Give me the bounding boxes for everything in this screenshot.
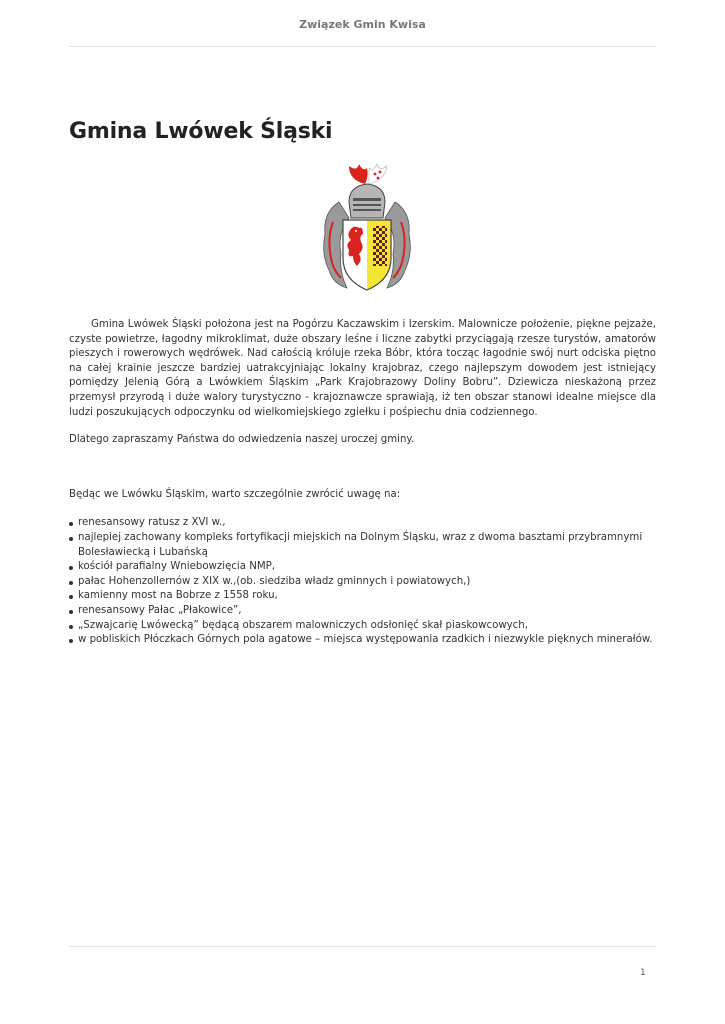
list-lead-paragraph: Będąc we Lwówku Śląskim, warto szczególnie zwrócić uwagę na: [69, 488, 401, 500]
site-header: Związek Gmin Kwisa [299, 18, 426, 31]
list-item: renesansowy ratusz z XVI w., [69, 516, 656, 531]
list-item: w pobliskich Płóczkach Górnych pola agatowe – miejsca występowania rzadkich i niezwykle pięknych minerałów. [69, 633, 656, 648]
invitation-paragraph: Dlatego zapraszamy Państwa do odwiedzenia naszej uroczej gminy. [69, 434, 415, 446]
page-title: Gmina Lwówek Śląski [69, 119, 333, 144]
list-item: renesansowy Pałac „Płakowice”, [69, 604, 656, 619]
footer-divider [69, 946, 656, 947]
list-item: kamienny most na Bobrze z 1558 roku, [69, 589, 656, 604]
attractions-list [69, 516, 656, 647]
article-body [69, 318, 656, 648]
header-divider [69, 46, 656, 47]
list-item: „Szwajcarię Lwówecką” będącą obszarem malowniczych odsłonięć skał piaskowcowych, [69, 619, 656, 634]
intro-paragraph: Gmina Lwówek Śląski położona jest na Pogórzu Kaczawskim i Izerskim. Malownicze położenie, piękne pejzaże, czyste powietrze, łagodny mikroklimat, duże obszary leśne i liczne zabytki przyciągają rzesze turystów, amatorów pieszych i rowerowych wędrówek. Nad całością króluje rzeka Bóbr, która tocząc łagodnie swój nurt odciska piętno na całej krainie jeszcze bardziej uatrakcyjniając lokalny krajobraz, czego najlepszym dowodem jest istniejący pomiędzy Jelenią Górą a Lwówkiem Śląskim „Park Krajobrazowy Doliny Bobru”. Dziewicza nieskażoną przez przemysł przyrodą i duże walory turystyczno - krajoznawcze sprawiają, iż ten obszar stanowi idealne miejsce dla ludzi poszukujących odpoczynku od wielkomiejskiego zgiełku i pośpiechu dnia codziennego. [69, 319, 656, 418]
coat-of-arms-image [319, 162, 415, 296]
list-item: kościół parafialny Wniebowzięcia NMP, [69, 560, 656, 575]
list-item: najlepiej zachowany kompleks fortyfikacji miejskich na Dolnym Śląsku, wraz z dwoma basztami przybramnymi Bolesławiecką i Lubańską [69, 531, 656, 560]
list-item: pałac Hohenzollernów z XIX w.,(ob. siedziba władz gminnych i powiatowych,) [69, 575, 656, 590]
page-number: 1 [640, 968, 646, 978]
